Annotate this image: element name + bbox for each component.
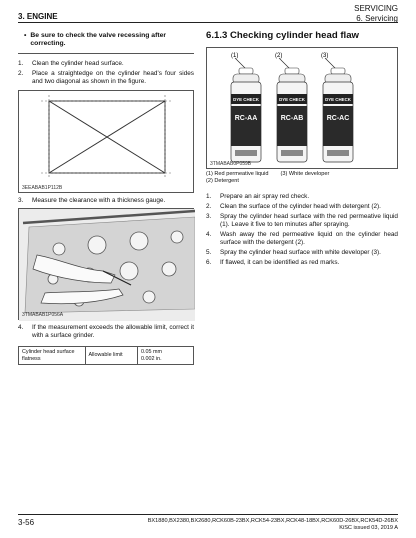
step-number: 3. (206, 212, 212, 220)
step-number: 3. (18, 196, 24, 204)
issue-info: KiSC issued 03, 2019 A (339, 525, 398, 532)
step-item (206, 231, 398, 247)
header-right (354, 4, 398, 23)
step-item (206, 193, 398, 201)
step-item (206, 213, 398, 229)
figure-code: 3EEABAB1P112B (22, 184, 63, 191)
spec-values (138, 346, 194, 365)
spray-cans-illustration (207, 48, 399, 170)
spray-can-red-permeative (231, 68, 261, 162)
page-number: 3-56 (18, 518, 35, 527)
straightedge-figure (18, 90, 194, 193)
step-text: Place a straightedge on the cylinder head's four sides and two diagonal as shown in the figure. (32, 69, 194, 85)
thickness-gauge-figure (18, 208, 194, 320)
header-subtitle: 6. Servicing (356, 13, 398, 23)
step-item (18, 324, 194, 340)
step-text: If the measurement exceeds the allowable limit, correct it with a surface grinder. (32, 323, 194, 339)
legend-item: (3) White developer (280, 170, 330, 177)
spec-item: Cylinder head surface flatness (19, 346, 86, 365)
header-title: SERVICING (354, 4, 398, 13)
step-item (18, 60, 194, 68)
step-text: Measure the clearance with a thickness gauge. (32, 196, 166, 204)
dye-check-figure (206, 47, 398, 169)
spec-value-mm: 0.05 mm (141, 348, 162, 355)
spec-table (18, 346, 194, 366)
model-list: BX1880,BX2380,BX2680,RCK60B-23BX,RCK54-23BX,RCK48-18BX,RCK60D-26BX,RCK54D-26BX (147, 518, 398, 524)
caution-text: Be sure to check the valve recessing after correcting. (30, 32, 167, 48)
legend-item: (2) Detergent (206, 177, 239, 184)
step-text: If flawed, it can be identified as red marks. (220, 258, 340, 266)
bullet-icon: • (24, 32, 27, 39)
step-item (206, 259, 398, 267)
can-brand-1: DYE CHECK (233, 96, 259, 102)
spec-value-in: 0.002 in. (141, 355, 162, 362)
step-text: Spray the cylinder head surface with white developer (3). (220, 248, 381, 256)
cylinder-head-photo (19, 209, 195, 321)
left-column (18, 30, 194, 365)
section-title: 6.1.3 Checking cylinder head flaw (206, 30, 360, 41)
step-number: 4. (18, 323, 24, 331)
caution-note (18, 30, 194, 54)
legend-item: (1) Red permeative liquid (206, 170, 269, 177)
legend-column (281, 171, 330, 185)
can-model-1: RC-AA (234, 114, 258, 122)
figure-code: 3TMABAB0P059B (210, 160, 252, 167)
footer-rule (18, 514, 398, 515)
straightedge-diagram (19, 91, 195, 194)
legend-column (206, 171, 269, 185)
step-text: Spray the cylinder head surface with the red permeative liquid (1). Leave it five to ten minutes after spraying. (220, 212, 398, 228)
can-model-2: RC-AB (280, 114, 304, 122)
step-text: Clean the cylinder head surface. (32, 59, 124, 67)
footer-info (148, 518, 398, 533)
spray-can-detergent (277, 68, 307, 162)
header-rule (18, 22, 398, 23)
step-text: Prepare an air spray red check. (220, 192, 310, 200)
step-item (18, 70, 194, 86)
section-heading: 3. ENGINE (18, 12, 58, 21)
table-row (19, 346, 194, 365)
can-model-3: RC-AC (326, 114, 350, 122)
can-label-3: (3) (321, 52, 329, 59)
spec-type: Allowable limit (85, 346, 138, 365)
can-label-1: (1) (231, 52, 239, 59)
step-item (18, 197, 194, 205)
right-column (206, 30, 398, 269)
step-item (206, 249, 398, 257)
spray-can-white-developer (323, 68, 353, 162)
step-number: 2. (206, 202, 212, 210)
figure-legend (206, 171, 398, 185)
step-number: 1. (18, 59, 24, 67)
can-brand-2: DYE CHECK (279, 96, 305, 102)
figure-code: 3TMABAB1P056A (22, 311, 64, 318)
step-number: 5. (206, 248, 212, 256)
step-number: 2. (18, 69, 24, 77)
step-number: 6. (206, 258, 212, 266)
step-text: Clean the surface of the cylinder head with detergent (2). (220, 202, 381, 210)
can-label-2: (2) (275, 52, 283, 59)
step-text: Wash away the red permeative liquid on the cylinder head surface with the detergent (2). (220, 230, 398, 246)
step-item (206, 203, 398, 211)
step-number: 4. (206, 230, 212, 238)
can-brand-3: DYE CHECK (325, 96, 351, 102)
step-number: 1. (206, 192, 212, 200)
